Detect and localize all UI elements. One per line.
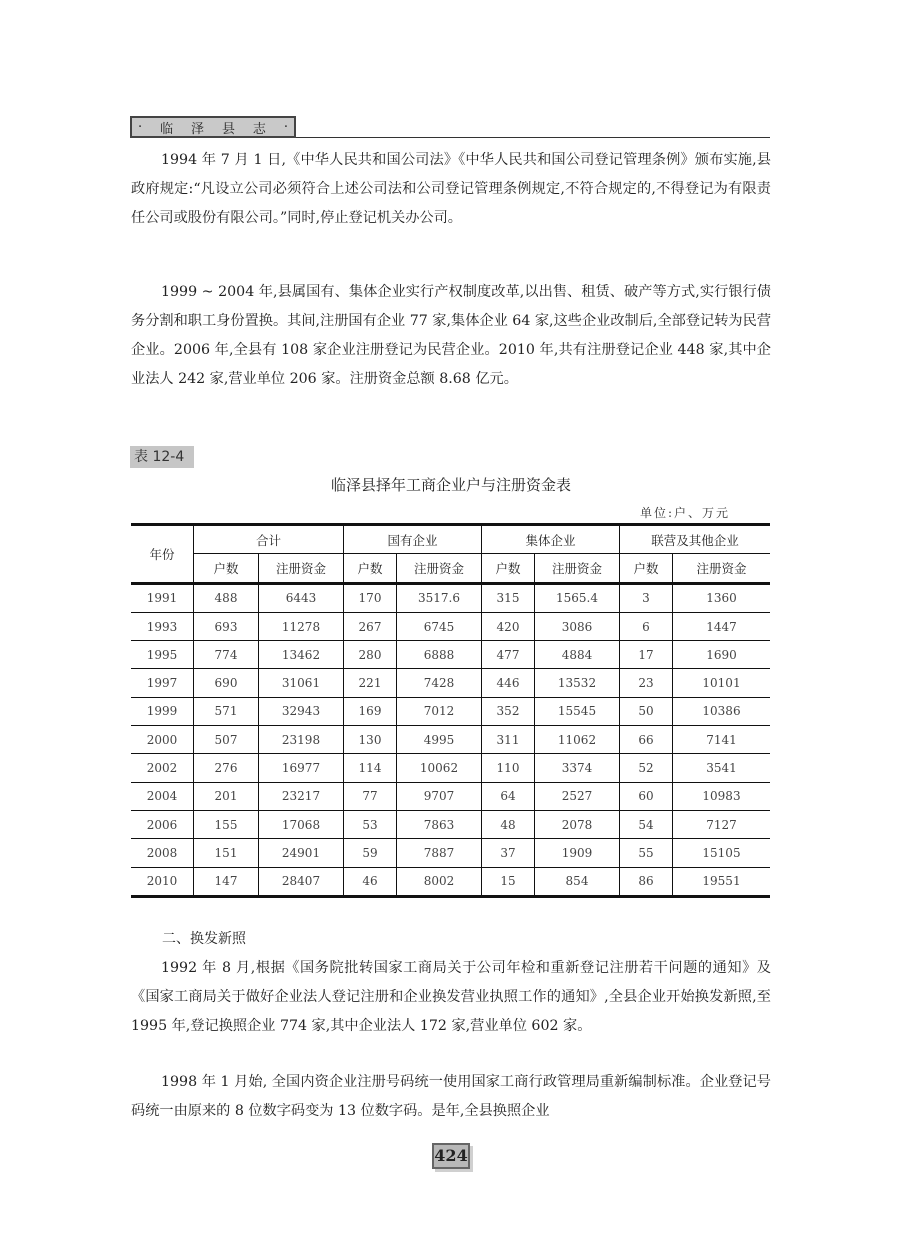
subheader-capital: 注册资金: [397, 554, 482, 583]
table-cell: 7863: [397, 810, 482, 838]
cell-year: 1993: [131, 612, 194, 640]
subheader-households: 户数: [194, 554, 259, 583]
table-cell: 446: [482, 669, 535, 697]
header-rule: [296, 137, 770, 138]
table-cell: 6745: [397, 612, 482, 640]
table-cell: 3: [620, 583, 673, 612]
cell-year: 1999: [131, 697, 194, 725]
table-cell: 3517.6: [397, 583, 482, 612]
table-cell: 315: [482, 583, 535, 612]
table-cell: 13532: [535, 669, 620, 697]
cell-year: 1991: [131, 583, 194, 612]
table-cell: 1909: [535, 839, 620, 867]
header-group-joint: 联营及其他企业: [620, 525, 771, 554]
table-cell: 1690: [673, 641, 771, 669]
table-cell: 10101: [673, 669, 771, 697]
page-number: 424: [432, 1143, 470, 1169]
table-cell: 201: [194, 782, 259, 810]
paragraph-registration-code: [131, 1068, 771, 1126]
table-cell: 221: [344, 669, 397, 697]
table-cell: 17: [620, 641, 673, 669]
table-cell: 507: [194, 726, 259, 754]
table-cell: 477: [482, 641, 535, 669]
table-cell: 170: [344, 583, 397, 612]
table-cell: 9707: [397, 782, 482, 810]
subheader-households: 户数: [620, 554, 673, 583]
table-cell: 130: [344, 726, 397, 754]
table-cell: 7141: [673, 726, 771, 754]
header-char: 志: [252, 121, 266, 137]
table-cell: 15545: [535, 697, 620, 725]
table-cell: 86: [620, 867, 673, 896]
table-cell: 46: [344, 867, 397, 896]
header-char: 临: [160, 121, 174, 137]
table-row: [131, 641, 770, 669]
enterprise-table: [131, 523, 770, 898]
paragraph-text: 1992 年 8 月,根据《国务院批转国家工商局关于公司年检和重新登记注册若干问题的通知》及《国家工商局关于做好企业法人登记注册和企业换发营业执照工作的通知》,全县企业开始换发新照,至 1995 年,登记换照企业 774 家,其中企业法人 172 家,营业单位 602 家。: [131, 960, 771, 1034]
cell-year: 2006: [131, 810, 194, 838]
paragraph-license-renewal: [131, 954, 771, 1041]
paragraph-text: 1999 ~ 2004 年,县属国有、集体企业实行产权制度改革,以出售、租赁、破产等方式,实行银行债务分割和职工身份置换。其间,注册国有企业 77 家,集体企业 64 家,这些企业改制后,全部登记转为民营企业。2006 年,全县有 108 家企业注册登记为民营企业。2010 年,共有注册登记企业 448 家,其中企业法人 242 家,营业单位 206 家。注册资金总额 8.68 亿元。: [131, 284, 772, 387]
table-cell: 2527: [535, 782, 620, 810]
table-cell: 10386: [673, 697, 771, 725]
cell-year: 2004: [131, 782, 194, 810]
table-cell: 54: [620, 810, 673, 838]
table-cell: 114: [344, 754, 397, 782]
table-cell: 48: [482, 810, 535, 838]
table-cell: 3374: [535, 754, 620, 782]
table-unit: 单位:户、万元: [640, 506, 731, 520]
table-cell: 64: [482, 782, 535, 810]
table-cell: 13462: [259, 641, 344, 669]
table-cell: 3086: [535, 612, 620, 640]
table-cell: 1565.4: [535, 583, 620, 612]
header-group-state: 国有企业: [344, 525, 482, 554]
table-cell: 59: [344, 839, 397, 867]
section-heading: 二、换发新照: [162, 931, 246, 947]
table-cell: 6443: [259, 583, 344, 612]
table-cell: 31061: [259, 669, 344, 697]
subheader-capital: 注册资金: [673, 554, 771, 583]
table-cell: 276: [194, 754, 259, 782]
table-cell: 4884: [535, 641, 620, 669]
table-number-tag: 表 12-4: [130, 446, 194, 468]
table-cell: 23217: [259, 782, 344, 810]
cell-year: 1997: [131, 669, 194, 697]
table-cell: 693: [194, 612, 259, 640]
table-row: [131, 782, 770, 810]
table-row: [131, 612, 770, 640]
table-cell: 151: [194, 839, 259, 867]
table-cell: 53: [344, 810, 397, 838]
table-cell: 147: [194, 867, 259, 896]
table-cell: 52: [620, 754, 673, 782]
table-cell: 155: [194, 810, 259, 838]
table-cell: 352: [482, 697, 535, 725]
paragraph-text: 1998 年 1 月始, 全国内资企业注册号码统一使用国家工商行政管理局重新编制标准。企业登记号码统一由原来的 8 位数字码变为 13 位数字码。是年,全县换照企业: [131, 1074, 771, 1119]
header-char: 县: [221, 121, 235, 137]
table-cell: 854: [535, 867, 620, 896]
table-cell: 8002: [397, 867, 482, 896]
cell-year: 2000: [131, 726, 194, 754]
table-cell: 280: [344, 641, 397, 669]
table-cell: 15: [482, 867, 535, 896]
subheader-capital: 注册资金: [535, 554, 620, 583]
table-cell: 10983: [673, 782, 771, 810]
table-cell: 7127: [673, 810, 771, 838]
table-cell: 7887: [397, 839, 482, 867]
header-dot-right: ·: [283, 119, 288, 135]
table-title: 临泽县择年工商企业户与注册资金表: [330, 476, 571, 494]
table-cell: 774: [194, 641, 259, 669]
table-row: [131, 810, 770, 838]
table-cell: 55: [620, 839, 673, 867]
table-cell: 10062: [397, 754, 482, 782]
table-cell: 6888: [397, 641, 482, 669]
table-cell: 488: [194, 583, 259, 612]
table-cell: 267: [344, 612, 397, 640]
table-cell: 11278: [259, 612, 344, 640]
subheader-households: 户数: [482, 554, 535, 583]
table-cell: 3541: [673, 754, 771, 782]
table-row: [131, 583, 770, 612]
header-year: 年份: [131, 525, 194, 584]
table-cell: 19551: [673, 867, 771, 896]
header-char: 泽: [191, 121, 205, 137]
table-row: [131, 867, 770, 896]
table-row: [131, 726, 770, 754]
cell-year: 1995: [131, 641, 194, 669]
table-cell: 15105: [673, 839, 771, 867]
table-row: [131, 754, 770, 782]
table-cell: 23: [620, 669, 673, 697]
table-cell: 690: [194, 669, 259, 697]
table-cell: 2078: [535, 810, 620, 838]
subheader-households: 户数: [344, 554, 397, 583]
cell-year: 2010: [131, 867, 194, 896]
table-cell: 11062: [535, 726, 620, 754]
table-cell: 17068: [259, 810, 344, 838]
table-row: [131, 669, 770, 697]
paragraph-text: 1994 年 7 月 1 日,《中华人民共和国公司法》《中华人民共和国公司登记管理条例》颁布实施,县政府规定:“凡设立公司必须符合上述公司法和公司登记管理条例规定,不符合规定的,不得登记为有限责任公司或股份有限公司。”同时,停止登记机关办公司。: [131, 152, 771, 226]
subheader-capital: 注册资金: [259, 554, 344, 583]
table-cell: 37: [482, 839, 535, 867]
table-cell: 66: [620, 726, 673, 754]
paragraph-reform: [131, 278, 771, 394]
table-cell: 1360: [673, 583, 771, 612]
paragraph-company-law: [131, 146, 771, 233]
table-cell: 7012: [397, 697, 482, 725]
table-cell: 60: [620, 782, 673, 810]
table-body: [131, 583, 770, 896]
table-cell: 16977: [259, 754, 344, 782]
table-cell: 7428: [397, 669, 482, 697]
table-cell: 77: [344, 782, 397, 810]
table-cell: 1447: [673, 612, 771, 640]
table-row: [131, 839, 770, 867]
running-header: [130, 116, 296, 138]
table-cell: 311: [482, 726, 535, 754]
table-row: [131, 697, 770, 725]
table-cell: 28407: [259, 867, 344, 896]
header-dot-left: ·: [138, 119, 143, 135]
table-cell: 4995: [397, 726, 482, 754]
table-cell: 6: [620, 612, 673, 640]
cell-year: 2008: [131, 839, 194, 867]
table-cell: 420: [482, 612, 535, 640]
table-cell: 571: [194, 697, 259, 725]
header-group-total: 合计: [194, 525, 344, 554]
cell-year: 2002: [131, 754, 194, 782]
table-cell: 23198: [259, 726, 344, 754]
table-cell: 169: [344, 697, 397, 725]
table-cell: 50: [620, 697, 673, 725]
table-cell: 110: [482, 754, 535, 782]
table-cell: 32943: [259, 697, 344, 725]
table-cell: 24901: [259, 839, 344, 867]
header-group-collective: 集体企业: [482, 525, 620, 554]
